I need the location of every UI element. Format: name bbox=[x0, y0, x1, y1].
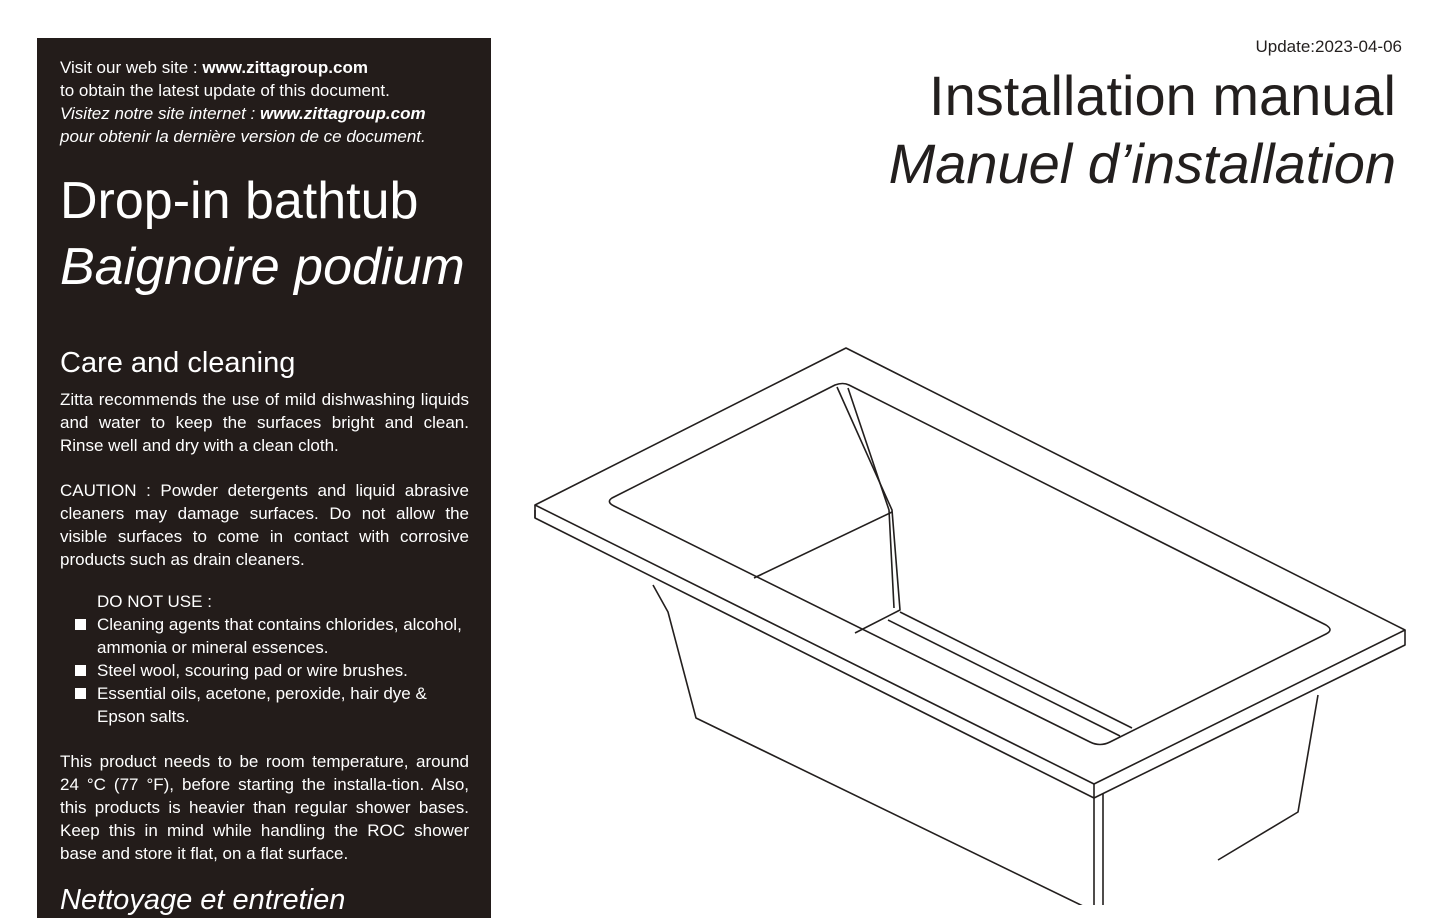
tub-rim-right-edge bbox=[1094, 630, 1405, 798]
manual-title bbox=[889, 62, 1396, 198]
do-not-use-heading: DO NOT USE : bbox=[97, 592, 212, 611]
list-item: Essential oils, acetone, peroxide, hair dye & Epson salts. bbox=[60, 682, 469, 728]
care-heading-fr: Nettoyage et entretien bbox=[60, 884, 346, 916]
care-heading: Care and cleaning bbox=[60, 347, 296, 379]
product-title-en: Drop-in bathtub bbox=[60, 172, 419, 230]
caution-paragraph: CAUTION : Powder detergents and liquid abrasive cleaners may damage surfaces. Do not allow the visible surfaces to come in contact with corrosive products such as drain cleaners. bbox=[60, 481, 469, 569]
product-title-fr: Baignoire podium bbox=[60, 238, 465, 296]
temperature-paragraph: This product needs to be room temperature, around 24 °C (77 °F), before starting the installa-tion. Also, this products is heavier than regular shower bases. Keep this in mind while handling the ROC shower base and store it flat, on a flat surface. bbox=[60, 752, 469, 863]
do-not-use-list bbox=[60, 613, 469, 728]
bullet-square-icon bbox=[75, 665, 86, 676]
website-notice bbox=[60, 56, 469, 148]
tub-basin-opening bbox=[609, 384, 1330, 745]
bullet-square-icon bbox=[75, 688, 86, 699]
website-link-fr[interactable]: www.zittagroup.com bbox=[260, 104, 426, 123]
tub-rim-top bbox=[535, 348, 1405, 784]
bullet-square-icon bbox=[75, 619, 86, 630]
website-link[interactable]: www.zittagroup.com bbox=[202, 58, 368, 77]
tub-basin-floor-front bbox=[900, 612, 1132, 728]
tub-inner-wall bbox=[837, 387, 900, 633]
website-note-fr: pour obtenir la dernière version de ce document. bbox=[60, 127, 426, 146]
list-item: Cleaning agents that contains chlorides, alcohol, ammonia or mineral essences. bbox=[60, 613, 469, 659]
list-item: Steel wool, scouring pad or wire brushes. bbox=[60, 659, 469, 682]
website-note: to obtain the latest update of this document. bbox=[60, 81, 390, 100]
product-title bbox=[60, 168, 469, 300]
manual-title-fr: Manuel d’installation bbox=[888, 132, 1396, 195]
website-label-fr: Visitez notre site internet : bbox=[60, 104, 261, 123]
care-paragraph: Zitta recommends the use of mild dishwashing liquids and water to keep the surfaces bright and clean. Rinse well and dry with a clean cloth. bbox=[60, 390, 469, 455]
tub-basin-floor-front-2 bbox=[888, 620, 1120, 736]
bathtub-illustration bbox=[528, 340, 1418, 905]
manual-title-en: Installation manual bbox=[929, 64, 1396, 127]
website-label: Visit our web site : bbox=[60, 58, 203, 77]
tub-skirt-right bbox=[1218, 695, 1318, 860]
tub-basin-floor-edge bbox=[754, 512, 892, 578]
info-sidebar bbox=[37, 38, 491, 918]
update-date: Update:2023-04-06 bbox=[1255, 37, 1402, 56]
